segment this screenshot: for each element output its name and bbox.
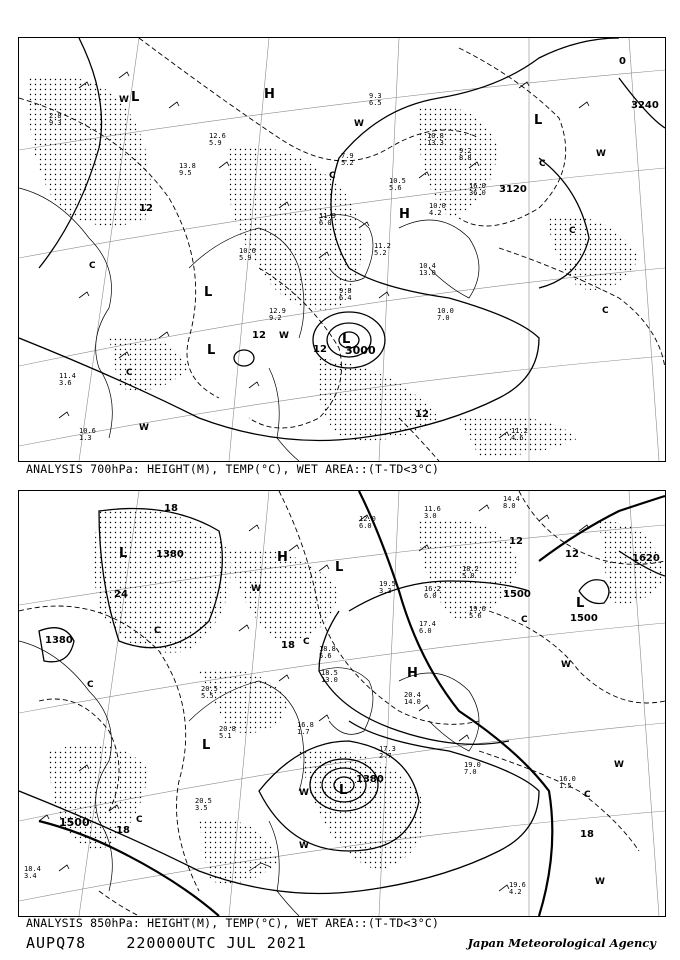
station-value-temp: 11.6: [424, 505, 441, 513]
temperature-contour-label: 18: [164, 503, 178, 514]
warm-mark: W: [299, 841, 309, 851]
station-value-dewpt: 6.0: [359, 522, 372, 530]
temperature-contour-label: 0: [619, 56, 626, 67]
station-value-temp: 2.8: [49, 112, 62, 120]
cold-mark: C: [569, 226, 576, 236]
warm-mark: W: [354, 119, 364, 129]
cold-mark: C: [136, 815, 143, 825]
station-value-temp: 19.6: [469, 605, 486, 613]
station-value-dewpt: 5.6: [469, 612, 482, 620]
high-center: H: [407, 666, 418, 681]
station-value-temp: 10.0: [437, 307, 454, 315]
station-value-temp: 18.2: [462, 565, 479, 573]
map-850hpa-canvas: [19, 491, 665, 916]
map-700hpa: [18, 37, 666, 462]
height-contour-label: 3240: [631, 100, 659, 111]
chart-caption-850hpa: ANALYSIS 850hPa: HEIGHT(M), TEMP(°C), WET AREA::(T-TD<3°C): [26, 916, 440, 930]
station-value-dewpt: 5.9: [239, 254, 252, 262]
station-value-temp: 19.6: [509, 881, 526, 889]
station-value-temp: 10.4: [419, 262, 436, 270]
station-value-temp: 9.8: [339, 287, 352, 295]
station-value-temp: 16.8: [297, 721, 314, 729]
station-value-dewpt: 6.0: [319, 219, 332, 227]
station-value-dewpt: 3.5: [195, 804, 208, 812]
height-contour-label: 1380: [356, 774, 384, 785]
station-value-dewpt: 4.2: [429, 209, 442, 217]
temperature-contour-label: 18: [116, 825, 130, 836]
station-value-temp: 16.2: [424, 585, 441, 593]
station-value-dewpt: 5.0: [462, 572, 475, 580]
low-center: L: [339, 783, 348, 798]
cold-mark: C: [539, 159, 546, 169]
station-value-dewpt: 6.4: [339, 294, 352, 302]
cold-mark: C: [602, 306, 609, 316]
station-value-temp: 18.5: [321, 669, 338, 677]
temperature-contour-label: 12: [139, 203, 153, 214]
station-value-temp: 20.5: [195, 797, 212, 805]
station-value-temp: 10.8: [427, 132, 444, 140]
temperature-contour-label: 18: [281, 640, 295, 651]
station-value-dewpt: 9.5: [179, 169, 192, 177]
low-center: L: [207, 343, 216, 358]
station-value-temp: 9.3: [369, 92, 382, 100]
station-value-temp: 19.0: [464, 761, 481, 769]
temperature-contour-label: 12: [252, 330, 266, 341]
station-value-dewpt: 6.0: [424, 592, 437, 600]
temperature-contour-label: 24: [114, 589, 128, 600]
station-value-temp: 20.4: [404, 691, 421, 699]
height-contour-label: 1500: [503, 589, 531, 600]
low-center: L: [342, 332, 351, 347]
cold-mark: C: [126, 368, 133, 378]
temperature-contour-label: 12: [313, 344, 327, 355]
station-value-temp: 16.0: [559, 775, 576, 783]
low-center: L: [534, 113, 543, 128]
station-value-dewpt: 13.0: [321, 676, 338, 684]
station-value-dewpt: 1.7: [297, 728, 310, 736]
station-value-temp: 10.0: [429, 202, 446, 210]
station-value-temp: 16.0: [469, 182, 486, 190]
footer-product-line: [26, 934, 307, 952]
station-value-dewpt: 8.8: [459, 154, 472, 162]
station-value-temp: 11.4: [59, 372, 76, 380]
product-code: AUPQ78: [26, 934, 87, 952]
low-center: L: [119, 546, 128, 561]
warm-mark: W: [561, 660, 571, 670]
height-contour-label: 1620: [632, 553, 660, 564]
station-value-dewpt: 5.9: [209, 139, 222, 147]
station-value-temp: 11.9: [319, 212, 336, 220]
cold-mark: C: [154, 626, 161, 636]
map-700hpa-canvas: [19, 38, 665, 461]
valid-time: 220000UTC JUL 2021: [126, 934, 307, 952]
station-value-dewpt: 5.2: [341, 159, 354, 167]
low-center: L: [202, 738, 211, 753]
temperature-contour-label: 12: [509, 536, 523, 547]
station-value-temp: 10.5: [389, 177, 406, 185]
agency-name: Japan Meteorological Agency: [467, 936, 656, 950]
station-value-dewpt: 14.0: [404, 698, 421, 706]
height-contour-label: 1500: [570, 613, 598, 624]
chart-caption-700hpa: ANALYSIS 700hPa: HEIGHT(M), TEMP(°C), WET AREA::(T-TD<3°C): [26, 462, 440, 476]
warm-mark: W: [614, 760, 624, 770]
station-value-dewpt: 5.6: [319, 652, 332, 660]
station-value-dewpt: 1.3: [79, 434, 92, 442]
station-value-dewpt: 6.0: [419, 627, 432, 635]
warm-mark: W: [595, 877, 605, 887]
station-value-temp: 17.3: [379, 745, 396, 753]
low-center: L: [335, 560, 344, 575]
warm-mark: W: [279, 331, 289, 341]
station-value-temp: 20.5: [201, 685, 218, 693]
station-value-temp: 20.8: [219, 725, 236, 733]
station-value-dewpt: 3.4: [24, 872, 37, 880]
warm-mark: W: [299, 788, 309, 798]
station-value-temp: 10.6: [79, 427, 96, 435]
station-value-dewpt: 1.5: [559, 782, 572, 790]
station-value-temp: 11.2: [374, 242, 391, 250]
height-contour-label: 3120: [499, 184, 527, 195]
station-value-dewpt: 5.5: [201, 692, 214, 700]
station-value-temp: 10.6: [239, 247, 256, 255]
station-value-dewpt: 13.0: [419, 269, 436, 277]
station-value-dewpt: 4.6: [511, 434, 524, 442]
wet-areas: [49, 509, 665, 883]
cold-mark: C: [303, 637, 310, 647]
station-value-dewpt: 5.6: [389, 184, 402, 192]
height-contour-label: 1500: [59, 816, 90, 829]
station-value-dewpt: 7.0: [464, 768, 477, 776]
warm-mark: W: [119, 95, 129, 105]
high-center: H: [399, 207, 410, 222]
cold-mark: C: [521, 615, 528, 625]
station-value-temp: 13.8: [179, 162, 196, 170]
station-value-dewpt: 7.0: [437, 314, 450, 322]
station-value-temp: 19.5: [379, 580, 396, 588]
station-value-dewpt: 3.3: [379, 587, 392, 595]
map-850hpa: [18, 490, 666, 917]
station-value-dewpt: 5.2: [374, 249, 387, 257]
station-value-dewpt: 4.2: [509, 888, 522, 896]
station-value-dewpt: 9.3: [49, 119, 62, 127]
temperature-contour-label: 12: [415, 409, 429, 420]
height-contour-label: 1380: [156, 549, 184, 560]
station-value-temp: 17.4: [419, 620, 436, 628]
station-value-dewpt: 9.2: [269, 314, 282, 322]
warm-mark: W: [139, 423, 149, 433]
station-value-temp: 18.8: [319, 645, 336, 653]
station-value-temp: 11.2: [511, 427, 528, 435]
low-center: L: [131, 90, 140, 105]
station-value-temp: 9.2: [459, 147, 472, 155]
warm-mark: W: [596, 149, 606, 159]
station-value-dewpt: 6.5: [369, 99, 382, 107]
station-value-dewpt: 13.3: [427, 139, 444, 147]
station-value-dewpt: 5.1: [219, 732, 232, 740]
cold-mark: C: [87, 680, 94, 690]
station-value-dewpt: 36.0: [469, 189, 486, 197]
low-center: L: [576, 596, 585, 611]
warm-mark: W: [251, 584, 261, 594]
cold-mark: C: [584, 790, 591, 800]
cold-mark: C: [89, 261, 96, 271]
high-center: H: [277, 550, 288, 565]
height-contour-label: 3000: [345, 344, 376, 357]
station-value-temp: 12.6: [209, 132, 226, 140]
high-center: H: [264, 87, 275, 102]
station-value-dewpt: 3.0: [424, 512, 437, 520]
temperature-contour-label: 18: [580, 829, 594, 840]
station-value-temp: 12.9: [269, 307, 286, 315]
low-center: L: [204, 285, 213, 300]
station-value-temp: 14.4: [503, 495, 520, 503]
station-value-temp: 18.4: [24, 865, 41, 873]
temperature-contour-label: 12: [565, 549, 579, 560]
cold-mark: C: [329, 171, 336, 181]
station-value-temp: 12.0: [359, 515, 376, 523]
station-value-dewpt: 3.6: [59, 379, 72, 387]
height-contour-label: 1380: [45, 635, 73, 646]
station-value-dewpt: 8.0: [503, 502, 516, 510]
station-value-temp: 7.9: [341, 152, 354, 160]
station-value-dewpt: 2.7: [379, 752, 392, 760]
